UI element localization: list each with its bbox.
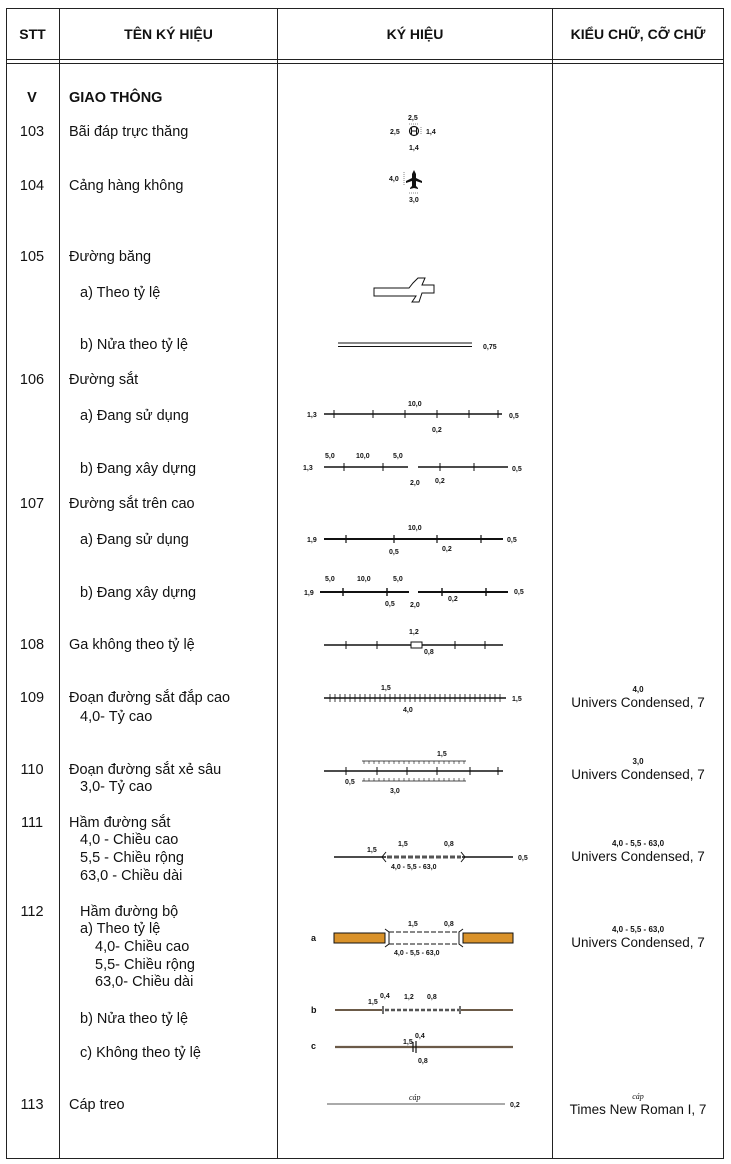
font-111-size: 4,0 - 5,5 - 63,0: [611, 839, 665, 848]
road-tunnel-a-dim-2: 0,8: [444, 921, 454, 928]
road-tunnel-scale-symbol: [311, 921, 513, 957]
railway-tunnel-symbol: [334, 841, 528, 871]
road-tunnel-nonscale-symbol: [311, 1033, 513, 1065]
helipad-symbol: [390, 115, 436, 152]
rtunnel-dim-2: 1,5: [398, 841, 408, 848]
name-106b: b) Đang xây dựng: [80, 461, 197, 477]
airport-dim-bottom: 3,0: [409, 197, 419, 204]
cable-car-dim: 0,2: [510, 1102, 520, 1109]
rail107b-dim-5: 0,5: [385, 601, 395, 608]
name-112: Hầm đường bộ: [80, 904, 179, 920]
rail106b-dim-2: 5,0: [325, 453, 335, 460]
rtunnel-dim-1: 1,5: [367, 847, 377, 854]
road-tunnel-a-dim-3: 4,0 - 5,5 - 63,0: [394, 950, 440, 957]
name-105: Đường băng: [69, 249, 152, 265]
road-tunnel-b-dim-1: 1,5: [368, 999, 378, 1006]
helipad-dim-bottom: 1,4: [409, 145, 419, 152]
name-111: Hầm đường sắt: [69, 815, 171, 831]
header-stt: STT: [19, 26, 46, 42]
rail107a-dim-3: 0,5: [389, 549, 399, 556]
name-105a: a) Theo tỷ lệ: [80, 285, 161, 301]
railway-construction-symbol: [303, 453, 522, 487]
rail107a-dim-4: 0,2: [442, 546, 452, 553]
header-symbol: KÝ HIỆU: [386, 26, 444, 42]
embankment-railway-symbol: [324, 685, 522, 714]
name-103: Bãi đáp trực thăng: [69, 124, 189, 140]
rail107b-dim-3: 10,0: [357, 576, 371, 583]
runway-scale-symbol: [374, 278, 434, 302]
name-111-l1: 4,0 - Chiều cao: [80, 832, 179, 848]
cable-car-symbol: [327, 1093, 520, 1109]
embankment-dim-2: 4,0: [403, 707, 413, 714]
name-105b: b) Nửa theo tỷ lệ: [80, 337, 189, 353]
rail106b-dim-4: 5,0: [393, 453, 403, 460]
name-112b: b) Nửa theo tỷ lệ: [80, 1011, 189, 1027]
road-tunnel-tag-b: b: [311, 1005, 317, 1015]
name-111-l3: 63,0 - Chiều dài: [80, 868, 183, 884]
rail106a-dim-4: 0,5: [509, 413, 519, 420]
rail106b-dim-7: 0,5: [512, 466, 522, 473]
name-107: Đường sắt trên cao: [69, 496, 195, 512]
name-108: Ga không theo tỷ lệ: [69, 637, 195, 653]
rail107a-dim-5: 0,5: [507, 537, 517, 544]
font-109-size: 4,0: [632, 685, 644, 694]
name-109: Đoạn đường sắt đắp cao: [69, 690, 231, 706]
stt-106: 106: [19, 372, 45, 388]
station-dim-1: 1,2: [409, 629, 419, 636]
station-symbol: [324, 629, 503, 656]
helipad-dim-left: 2,5: [390, 129, 400, 136]
road-tunnel-b-dim-4: 0,8: [427, 994, 437, 1001]
name-107b: b) Đang xây dựng: [80, 585, 197, 601]
elevated-railway-construction-symbol: [304, 576, 524, 609]
font-111-face: Univers Condensed, 7: [571, 849, 705, 864]
name-112c: c) Không theo tỷ lệ: [80, 1045, 201, 1061]
road-tunnel-b-dim-2: 0,4: [380, 993, 390, 1000]
rail107a-dim-2: 10,0: [408, 525, 422, 532]
road-tunnel-a-dim-1: 1,5: [408, 921, 418, 928]
road-tunnel-c-dim-1: 1,5: [403, 1039, 413, 1046]
name-110: Đoạn đường sắt xẻ sâu: [69, 762, 222, 778]
cable-car-label: cáp: [409, 1093, 421, 1102]
name-107a: a) Đang sử dụng: [80, 532, 189, 548]
rail107b-dim-1: 1,9: [304, 590, 314, 597]
rail106b-dim-5: 2,0: [410, 480, 420, 487]
name-106a: a) Đang sử dụng: [80, 408, 189, 424]
rail107a-dim-1: 1,9: [307, 537, 317, 544]
airport-dim-left: 4,0: [389, 176, 399, 183]
font-110-face: Univers Condensed, 7: [571, 767, 705, 782]
name-111-l2: 5,5 - Chiều rộng: [80, 850, 184, 866]
helipad-dim-right: 1,4: [426, 129, 436, 136]
road-tunnel-b-dim-3: 1,2: [404, 994, 414, 1001]
railway-active-symbol: [307, 401, 519, 434]
road-tunnel-c-dim-3: 0,8: [418, 1058, 428, 1065]
stt-113: 113: [20, 1097, 44, 1113]
stt-107: 107: [19, 496, 45, 512]
rail107b-dim-8: 0,5: [514, 589, 524, 596]
name-109-sub: 4,0- Tỷ cao: [80, 709, 153, 725]
cutting-dim-1: 1,5: [437, 751, 447, 758]
stt-108: 108: [19, 637, 45, 653]
rail106a-dim-1: 1,3: [307, 412, 317, 419]
station-dim-2: 0,8: [424, 649, 434, 656]
name-113: Cáp treo: [69, 1097, 125, 1113]
stt-112: 112: [20, 904, 44, 920]
name-112-l2: 5,5- Chiều rộng: [95, 957, 195, 973]
font-110-size: 3,0: [632, 757, 644, 766]
rail106a-dim-3: 0,2: [432, 427, 442, 434]
font-112-face: Univers Condensed, 7: [571, 935, 705, 950]
section-stt: V: [27, 90, 37, 106]
cutting-railway-symbol: [324, 751, 503, 795]
section-name: GIAO THÔNG: [69, 90, 163, 106]
cutting-dim-2: 0,5: [345, 779, 355, 786]
stt-105: 105: [19, 249, 45, 265]
rail107b-dim-6: 2,0: [410, 602, 420, 609]
header-name: TÊN KÝ HIỆU: [124, 26, 213, 42]
header-font: KIỂU CHỮ, CỠ CHỮ: [570, 26, 706, 42]
font-113-face: Times New Roman I, 7: [569, 1102, 707, 1117]
stt-109: 109: [19, 690, 45, 706]
runway-dim: 0,75: [483, 344, 497, 351]
rail106b-dim-6: 0,2: [435, 478, 445, 485]
embankment-dim-1: 1,5: [381, 685, 391, 692]
elevated-railway-active-symbol: [307, 525, 517, 556]
rail106b-dim-1: 1,3: [303, 465, 313, 472]
road-tunnel-halfscale-symbol: [311, 993, 513, 1015]
rtunnel-dim-5: 0,5: [518, 855, 528, 862]
road-tunnel-tag-c: c: [311, 1041, 317, 1051]
road-tunnel-tag-a: a: [311, 933, 317, 943]
runway-halfscale-symbol: [338, 343, 497, 351]
rtunnel-dim-3: 0,8: [444, 841, 454, 848]
rail107b-dim-7: 0,2: [448, 596, 458, 603]
stt-103: 103: [19, 124, 45, 140]
font-112-size: 4,0 - 5,5 - 63,0: [611, 925, 665, 934]
airport-symbol: [389, 170, 422, 204]
name-112a: a) Theo tỷ lệ: [80, 921, 161, 937]
name-112-l1: 4,0- Chiều cao: [95, 939, 190, 955]
name-110-sub: 3,0- Tỷ cao: [80, 779, 153, 795]
rtunnel-dim-4: 4,0 - 5,5 - 63,0: [391, 864, 437, 871]
rail107b-dim-2: 5,0: [325, 576, 335, 583]
cutting-dim-3: 3,0: [390, 788, 400, 795]
stt-104: 104: [19, 178, 45, 194]
font-109-face: Univers Condensed, 7: [571, 695, 705, 710]
rail106a-dim-2: 10,0: [408, 401, 422, 408]
embankment-dim-3: 1,5: [512, 696, 522, 703]
name-104: Cảng hàng không: [69, 178, 184, 194]
name-112-l3: 63,0- Chiều dài: [95, 974, 194, 990]
road-tunnel-c-dim-2: 0,4: [415, 1033, 425, 1040]
rail107b-dim-4: 5,0: [393, 576, 403, 583]
helipad-dim-top: 2,5: [408, 115, 418, 122]
stt-111: 111: [20, 815, 44, 831]
font-113-size: cáp: [632, 1092, 644, 1101]
name-106: Đường sắt: [69, 372, 139, 388]
rail106b-dim-3: 10,0: [356, 453, 370, 460]
stt-110: 110: [20, 762, 44, 778]
